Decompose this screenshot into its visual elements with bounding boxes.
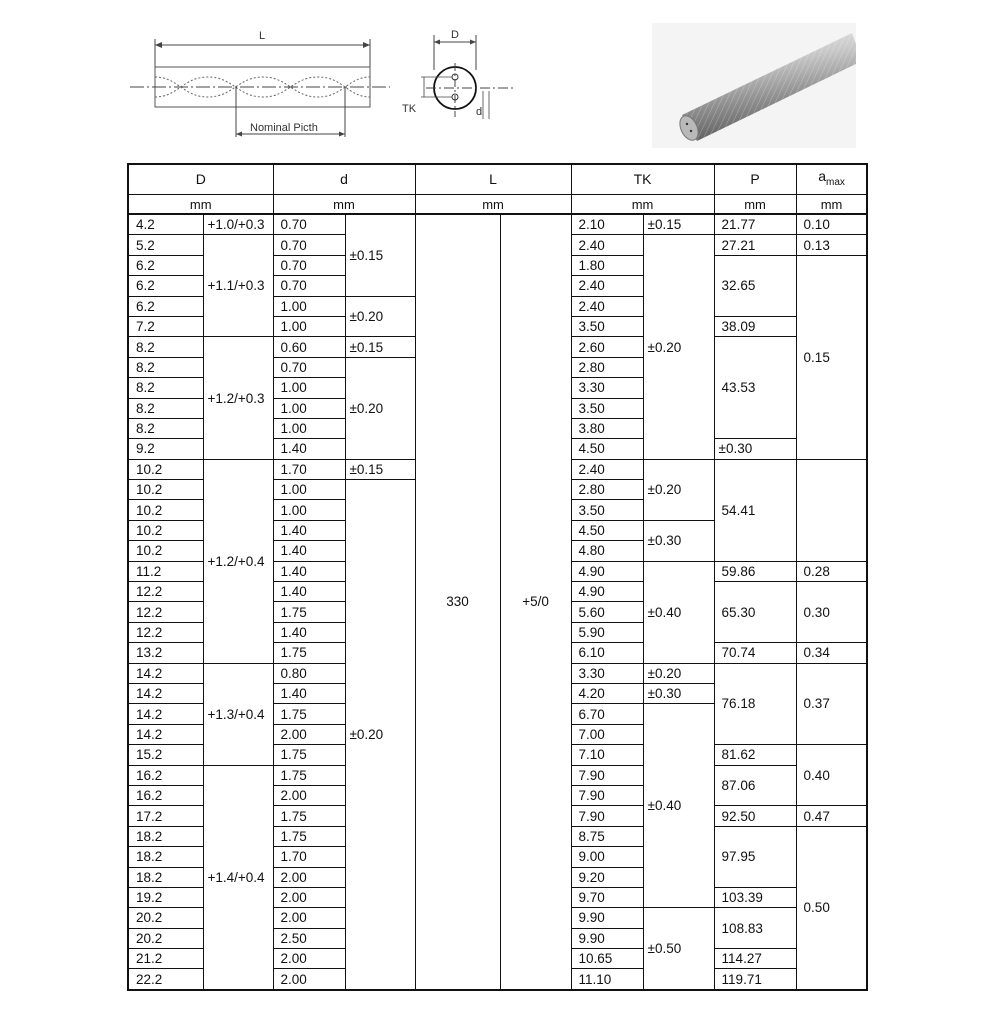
table-cell: 19.2 <box>128 887 203 907</box>
table-cell: 1.00 <box>273 480 345 500</box>
table-cell: 1.75 <box>273 704 345 724</box>
table-cell: 108.83 <box>714 908 796 949</box>
table-cell: 2.00 <box>273 887 345 907</box>
table-cell: 9.00 <box>571 847 643 867</box>
table-cell: 2.40 <box>571 296 643 316</box>
table-cell: 1.40 <box>273 622 345 642</box>
table-cell: 8.2 <box>128 337 203 357</box>
table-cell: 7.90 <box>571 765 643 785</box>
table-cell: ±0.15 <box>345 214 415 296</box>
header-P: P <box>714 164 796 195</box>
table-cell: 0.34 <box>796 643 867 663</box>
table-cell: 1.75 <box>273 643 345 663</box>
length-label: L <box>259 30 266 42</box>
table-cell: ±0.15 <box>345 337 415 357</box>
table-cell: 0.70 <box>273 357 345 377</box>
table-cell: 10.2 <box>128 480 203 500</box>
table-cell: 4.50 <box>571 520 643 540</box>
table-cell: 6.2 <box>128 255 203 275</box>
table-cell: 2.00 <box>273 785 345 805</box>
table-cell: 9.70 <box>571 887 643 907</box>
table-cell: ±0.15 <box>345 459 415 479</box>
table-cell: 59.86 <box>714 561 796 581</box>
unit-d: mm <box>273 195 415 215</box>
specification-table <box>127 163 868 991</box>
table-cell: 0.28 <box>796 561 867 581</box>
table-cell: 0.47 <box>796 806 867 826</box>
table-cell: 81.62 <box>714 745 796 765</box>
table-cell: 2.50 <box>273 928 345 948</box>
table-cell: 12.2 <box>128 582 203 602</box>
table-cell: 1.00 <box>273 296 345 316</box>
table-cell: 7.00 <box>571 724 643 744</box>
table-cell: 0.15 <box>796 255 867 459</box>
table-cell: 1.75 <box>273 806 345 826</box>
table-cell: 97.95 <box>714 826 796 887</box>
table-cell: +1.3/+0.4 <box>203 663 273 765</box>
table-cell: 4.50 <box>571 439 643 459</box>
table-cell: 2.00 <box>273 908 345 928</box>
table-cell: 1.75 <box>273 765 345 785</box>
TK-label: TK <box>402 103 417 115</box>
table-cell: 1.70 <box>273 459 345 479</box>
table-cell: 2.40 <box>571 276 643 296</box>
table-cell: 2.00 <box>273 724 345 744</box>
table-cell: 4.2 <box>128 214 203 235</box>
table-cell: 2.80 <box>571 480 643 500</box>
table-cell: 3.80 <box>571 418 643 438</box>
table-cell: 18.2 <box>128 826 203 846</box>
table-cell: 2.00 <box>273 969 345 990</box>
table-cell: 119.71 <box>714 969 796 990</box>
table-cell: 0.70 <box>273 276 345 296</box>
table-cell: 1.40 <box>273 439 345 459</box>
table-cell: 4.90 <box>571 582 643 602</box>
table-cell: 1.00 <box>273 500 345 520</box>
table-cell: 2.60 <box>571 337 643 357</box>
table-cell: 20.2 <box>128 928 203 948</box>
table-cell: 18.2 <box>128 867 203 887</box>
channel-d-label: d <box>476 106 483 118</box>
table-cell: 2.10 <box>571 214 643 235</box>
table-cell: 32.65 <box>714 255 796 316</box>
table-cell: 15.2 <box>128 745 203 765</box>
rod-side-view-diagram <box>128 25 393 140</box>
table-cell: 14.2 <box>128 663 203 683</box>
table-cell: 14.2 <box>128 704 203 724</box>
table-cell: 0.60 <box>273 337 345 357</box>
table-cell: 16.2 <box>128 765 203 785</box>
table-cell: 0.40 <box>796 745 867 806</box>
table-cell: 8.2 <box>128 418 203 438</box>
table-cell: 12.2 <box>128 602 203 622</box>
table-cell: 0.70 <box>273 255 345 275</box>
table-cell: +1.2/+0.4 <box>203 459 273 663</box>
table-cell: 20.2 <box>128 908 203 928</box>
table-cell: 12.2 <box>128 622 203 642</box>
table-cell: 27.21 <box>714 235 796 255</box>
table-cell: 1.40 <box>273 541 345 561</box>
carbide-rod-photo <box>652 23 856 148</box>
table-cell: 1.00 <box>273 398 345 418</box>
table-cell: ±0.50 <box>643 908 714 990</box>
table-cell: 2.40 <box>571 235 643 255</box>
table-cell: 2.00 <box>273 949 345 969</box>
table-cell: 54.41 <box>714 459 796 561</box>
table-cell: 5.2 <box>128 235 203 255</box>
table-cell: 1.70 <box>273 847 345 867</box>
table-cell: ±0.20 <box>345 480 415 990</box>
table-cell: 22.2 <box>128 969 203 990</box>
table-cell: 10.65 <box>571 949 643 969</box>
table-cell: 9.20 <box>571 867 643 887</box>
table-cell: 21.77 <box>714 214 796 235</box>
table-cell: 7.90 <box>571 806 643 826</box>
header-d: d <box>273 164 415 195</box>
table-cell: 1.00 <box>273 316 345 336</box>
table-cell: 8.2 <box>128 398 203 418</box>
table-cell: 3.30 <box>571 663 643 683</box>
table-cell: 9.90 <box>571 928 643 948</box>
table-cell: 18.2 <box>128 847 203 867</box>
table-cell: 16.2 <box>128 785 203 805</box>
table-cell: 11.10 <box>571 969 643 990</box>
length-tolerance: +5/0 <box>500 214 571 990</box>
table-cell: 0.70 <box>273 214 345 235</box>
unit-amax: mm <box>796 195 867 215</box>
table-cell: ±0.30 <box>714 439 796 459</box>
table-cell: 0.13 <box>796 235 867 255</box>
table-cell: 0.30 <box>796 582 867 643</box>
table-cell: 7.10 <box>571 745 643 765</box>
table-cell: +1.4/+0.4 <box>203 765 273 990</box>
nominal-pitch-label: Nominal Picth <box>250 122 318 134</box>
table-cell: ±0.30 <box>643 520 714 561</box>
table-cell: 3.50 <box>571 500 643 520</box>
table-cell: 9.90 <box>571 908 643 928</box>
table-cell: 8.75 <box>571 826 643 846</box>
table-cell: 92.50 <box>714 806 796 826</box>
table-cell: 1.75 <box>273 745 345 765</box>
table-cell: 0.80 <box>273 663 345 683</box>
table-cell: 2.00 <box>273 867 345 887</box>
table-cell: 6.70 <box>571 704 643 724</box>
table-cell: 7.90 <box>571 785 643 805</box>
table-cell: ±0.40 <box>643 561 714 663</box>
table-cell: 10.2 <box>128 500 203 520</box>
table-cell: 70.74 <box>714 643 796 663</box>
table-cell: 2.40 <box>571 459 643 479</box>
table-cell: 2.80 <box>571 357 643 377</box>
table-cell: 10.2 <box>128 520 203 540</box>
table-cell: 1.00 <box>273 418 345 438</box>
table-cell: 10.2 <box>128 541 203 561</box>
table-cell: 8.2 <box>128 357 203 377</box>
table-cell: 21.2 <box>128 949 203 969</box>
header-D: D <box>128 164 273 195</box>
header-L: L <box>415 164 571 195</box>
table-cell: 0.10 <box>796 214 867 235</box>
table-cell: 38.09 <box>714 316 796 336</box>
table-cell: 5.60 <box>571 602 643 622</box>
table-cell: 1.75 <box>273 826 345 846</box>
table-cell: 1.40 <box>273 520 345 540</box>
table-cell: ±0.20 <box>643 663 714 683</box>
table-cell: ±0.20 <box>345 296 415 337</box>
table-cell: ±0.30 <box>643 683 714 703</box>
rod-cross-section-diagram <box>396 25 521 125</box>
unit-TK: mm <box>571 195 714 215</box>
table-cell: 11.2 <box>128 561 203 581</box>
table-cell: 0.70 <box>273 235 345 255</box>
table-cell: 0.37 <box>796 663 867 745</box>
table-cell: 4.80 <box>571 541 643 561</box>
table-cell: ±0.20 <box>643 235 714 459</box>
table-cell: 87.06 <box>714 765 796 806</box>
table-cell: 6.2 <box>128 276 203 296</box>
table-cell: 3.50 <box>571 398 643 418</box>
table-cell: 10.2 <box>128 459 203 479</box>
table-cell: ±0.20 <box>643 459 714 520</box>
table-cell: 13.2 <box>128 643 203 663</box>
table-cell: +1.1/+0.3 <box>203 235 273 337</box>
table-cell: ±0.15 <box>643 214 714 235</box>
table-cell: +1.2/+0.3 <box>203 337 273 459</box>
table-cell: 6.10 <box>571 643 643 663</box>
table-row <box>128 214 867 235</box>
table-cell: 14.2 <box>128 683 203 703</box>
length-value: 330 <box>415 214 500 990</box>
table-cell: 6.2 <box>128 296 203 316</box>
diameter-D-label: D <box>451 29 459 41</box>
table-cell: ±0.40 <box>643 704 714 908</box>
table-cell: 1.00 <box>273 378 345 398</box>
table-cell: 14.2 <box>128 724 203 744</box>
table-cell: ±0.20 <box>345 357 415 459</box>
unit-L: mm <box>415 195 571 215</box>
table-cell: 65.30 <box>714 582 796 643</box>
table-cell: 4.90 <box>571 561 643 581</box>
table-cell: 1.40 <box>273 683 345 703</box>
table-cell: 3.30 <box>571 378 643 398</box>
unit-P: mm <box>714 195 796 215</box>
table-cell: 1.40 <box>273 561 345 581</box>
table-cell: 43.53 <box>714 337 796 439</box>
table-cell: 3.50 <box>571 316 643 336</box>
table-cell: 8.2 <box>128 378 203 398</box>
table-cell: 5.90 <box>571 622 643 642</box>
table-cell: 4.20 <box>571 683 643 703</box>
unit-D: mm <box>128 195 273 215</box>
table-cell: 76.18 <box>714 663 796 745</box>
table-cell: 1.80 <box>571 255 643 275</box>
table-cell: 103.39 <box>714 887 796 907</box>
table-cell: 7.2 <box>128 316 203 336</box>
table-cell: 9.2 <box>128 439 203 459</box>
header-amax: $a_{max}$ <box>796 164 867 195</box>
table-cell: 1.40 <box>273 582 345 602</box>
table-cell: 1.75 <box>273 602 345 622</box>
table-cell: +1.0/+0.3 <box>203 214 273 235</box>
table-cell: 114.27 <box>714 949 796 969</box>
table-cell: 17.2 <box>128 806 203 826</box>
table-cell: 0.50 <box>796 826 867 990</box>
header-TK: TK <box>571 164 714 195</box>
